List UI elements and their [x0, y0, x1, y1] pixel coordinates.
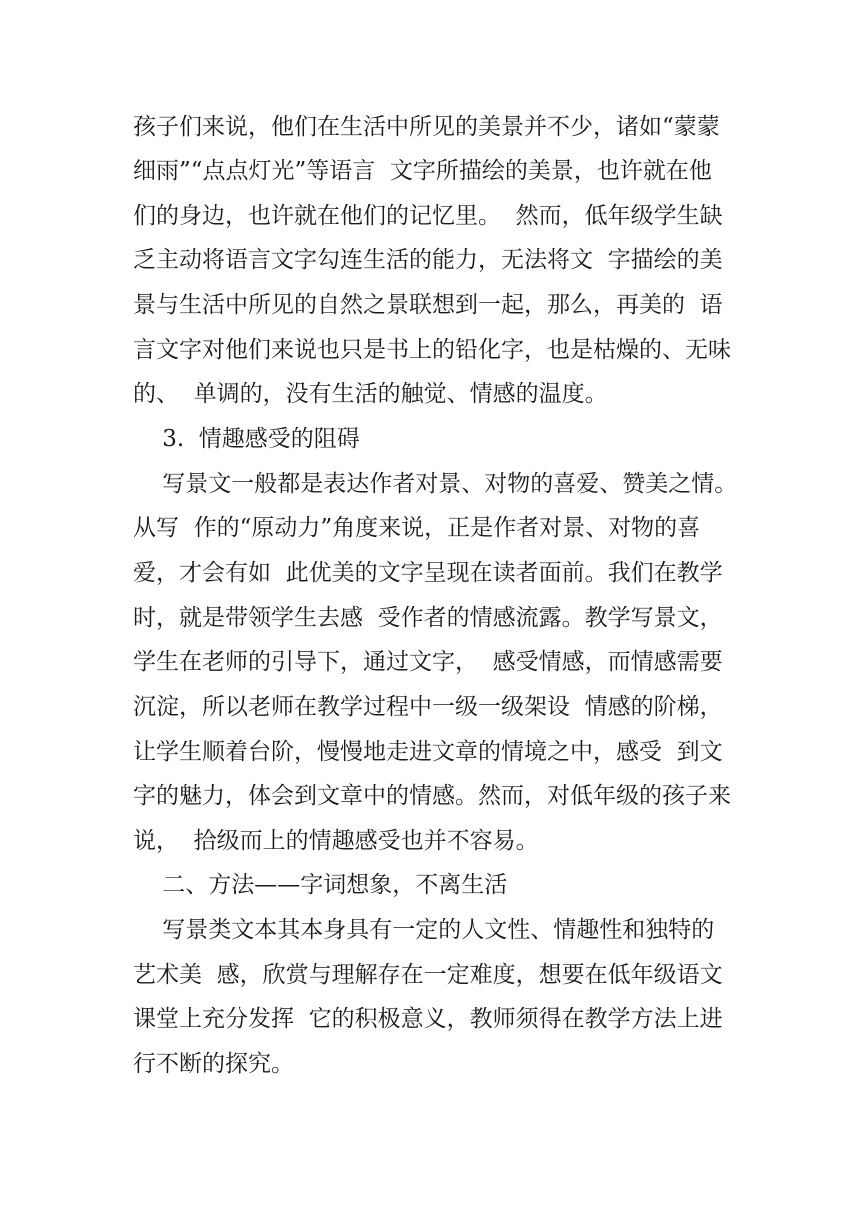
body-text-line: 孩子们来说，他们在生活中所见的美景并不少，诸如“蒙蒙 — [133, 114, 720, 140]
body-text-line: 从写 作的“原动力”角度来说，正是作者对景、对物的喜 — [133, 515, 701, 541]
body-text-line: 细雨”“点点灯光”等语言 文字所描绘的美景，也许就在他 — [133, 158, 712, 184]
body-text-line: 让学生顺着台阶，慢慢地走进文章的情境之中，感受 到文 — [133, 739, 723, 765]
body-text-line: 的、 单调的，没有生活的触觉、情感的温度。 — [133, 381, 608, 407]
body-text-line: 爱，才会有如 此优美的文字呈现在读者面前。我们在教学 — [133, 560, 723, 586]
body-text-line: 写景文一般都是表达作者对景、对物的喜爱、赞美之情。 — [133, 471, 738, 497]
body-text-line: 行不断的探究。 — [133, 1051, 294, 1077]
section-heading: 3. 情趣感受的阻碍 — [133, 426, 360, 452]
body-text-line: 沉淀，所以老师在教学过程中一级一级架设 情感的阶梯， — [133, 694, 723, 720]
body-text-line: 们的身边，也许就在他们的记忆里。 然而，低年级学生缺 — [133, 203, 723, 229]
body-text-line: 乏主动将语言文字勾连生活的能力，无法将文 字描绘的美 — [133, 247, 723, 273]
body-text-line: 景与生活中所见的自然之景联想到一起，那么，再美的 语 — [133, 292, 723, 318]
body-text-line: 写景类文本其本身具有一定的人文性、情趣性和独特的 — [133, 917, 715, 943]
body-text-line: 字的魅力，体会到文章中的情感。然而，对低年级的孩子来 — [133, 783, 731, 809]
body-text-line: 艺术美 感，欣赏与理解存在一定难度，想要在低年级语文 — [133, 962, 723, 988]
body-text-line: 言文字对他们来说也只是书上的铅化字，也是枯燥的、无味 — [133, 337, 731, 363]
body-text-line: 课堂上充分发挥 它的积极意义，教师须得在教学方法上进 — [133, 1006, 723, 1032]
body-text-line: 说， 拾级而上的情趣感受也并不容易。 — [133, 828, 539, 854]
body-text-line: 时，就是带领学生去感 受作者的情感流露。教学写景文， — [133, 605, 723, 631]
section-heading: 二、方法——字词想象，不离生活 — [133, 872, 508, 898]
body-text-line: 学生在老师的引导下，通过文字， 感受情感，而情感需要 — [133, 649, 723, 675]
